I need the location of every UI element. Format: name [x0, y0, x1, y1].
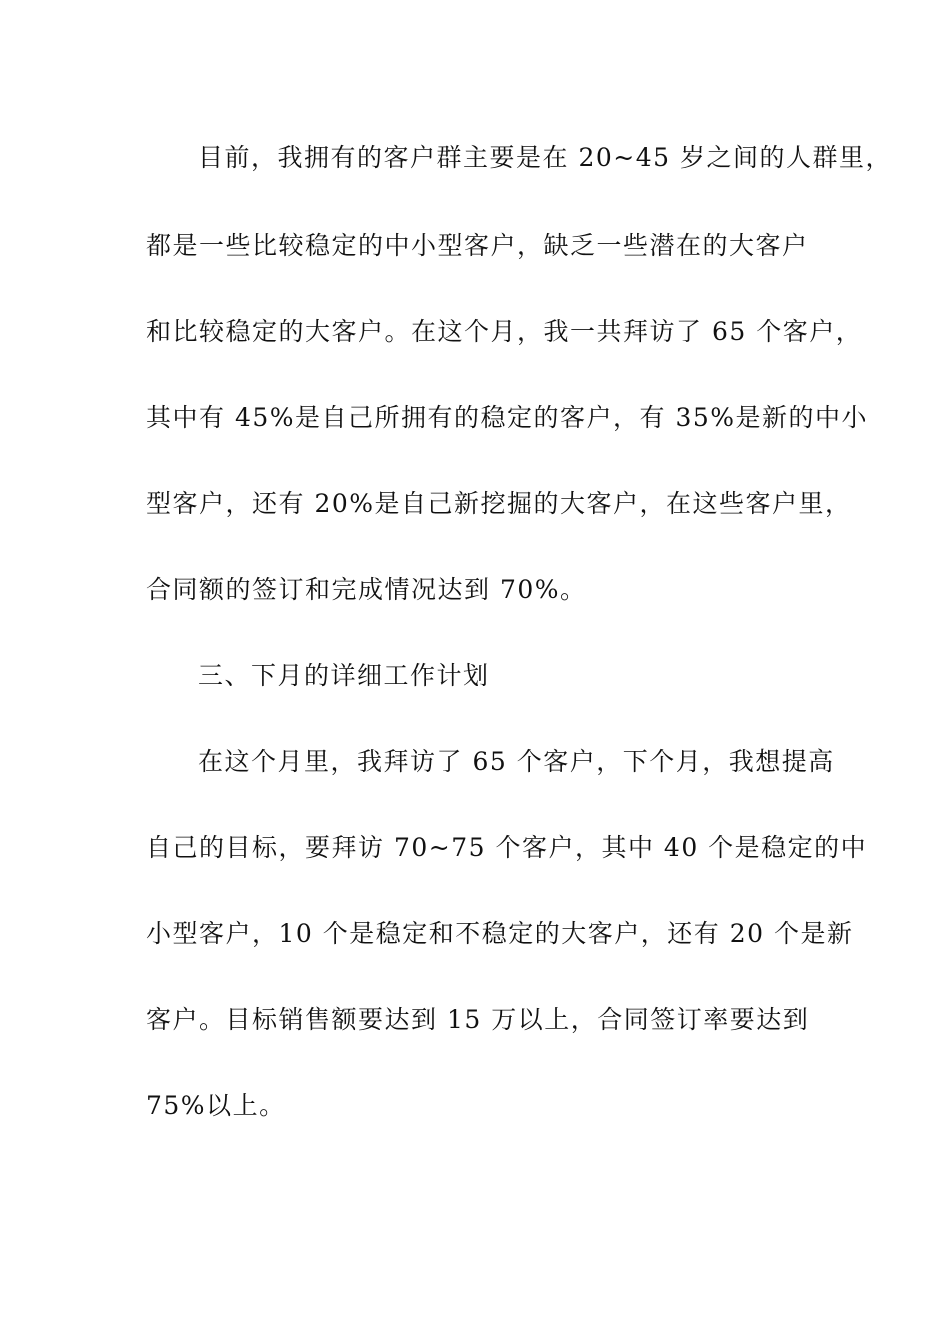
paragraph-2-line-4: 客户。目标销售额要达到 15 万以上，合同签订率要达到: [146, 1005, 810, 1034]
paragraph-2-line-2: 自己的目标，要拜访 70~75 个客户，其中 40 个是稳定的中: [146, 833, 868, 862]
paragraph-1-line-6: 合同额的签订和完成情况达到 70%。: [146, 575, 587, 604]
paragraph-1-line-4: 其中有 45%是自己所拥有的稳定的客户，有 35%是新的中小: [146, 403, 869, 432]
paragraph-2-line-1: 在这个月里，我拜访了 65 个客户，下个月，我想提高: [198, 747, 835, 776]
paragraph-1-line-5: 型客户，还有 20%是自己新挖掘的大客户，在这些客户里，: [146, 489, 852, 518]
paragraph-2-line-3: 小型客户，10 个是稳定和不稳定的大客户，还有 20 个是新: [146, 919, 854, 948]
paragraph-1-line-3: 和比较稳定的大客户。在这个月，我一共拜访了 65 个客户，: [146, 317, 863, 346]
paragraph-2-line-5: 75%以上。: [146, 1091, 286, 1120]
paragraph-1-line-2: 都是一些比较稳定的中小型客户，缺乏一些潜在的大客户: [146, 231, 809, 260]
paragraph-1-line-1: 目前，我拥有的客户群主要是在 20~45 岁之间的人群里，: [198, 143, 892, 172]
section-heading: 三、下月的详细工作计划: [198, 661, 490, 690]
